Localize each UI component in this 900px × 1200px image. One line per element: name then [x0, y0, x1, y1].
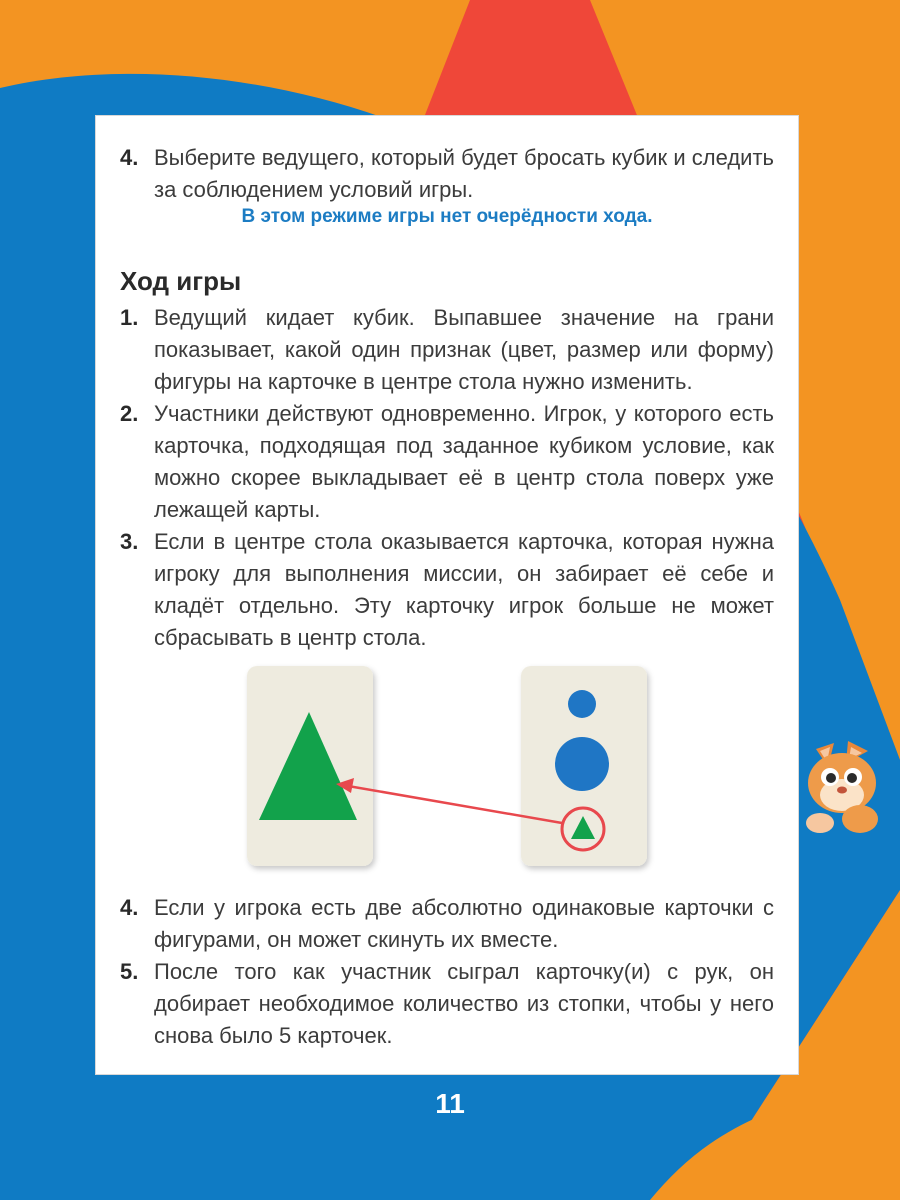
step-item-1	[120, 302, 774, 398]
turn-order-note: В этом режиме игры нет очерёдности хода.	[241, 206, 653, 227]
step-item-5	[120, 956, 774, 1052]
step-text: Если у игрока есть две абсолютно одинаковые карточки с фигурами, он может скинуть их вместе.	[154, 895, 774, 952]
large-blue-circle	[555, 737, 609, 791]
step-number: 2.	[120, 401, 139, 426]
section-title: Ход игры	[120, 266, 242, 296]
step-text: Участники действуют одновременно. Игрок, у которого есть карточка, подходящая под заданное кубиком условие, как можно скорее выкладывает её в центр стола поверх уже лежащей карты.	[154, 401, 774, 522]
step-number: 3.	[120, 529, 139, 554]
intro-item-number: 4.	[120, 145, 139, 170]
cards-illustration	[96, 656, 798, 886]
step-text: Если в центре стола оказывается карточка, которая нужна игроку для выполнения миссии, он забирает её себе и кладёт отдельно. Эту карточку игрок больше не может сбрасывать в центр стола.	[154, 529, 774, 650]
step-item-2	[120, 398, 774, 526]
step-item-4	[120, 892, 774, 956]
intro-item	[120, 142, 774, 206]
step-text: Ведущий кидает кубик. Выпавшее значение на грани показывает, какой один признак (цвет, размер или форму) фигуры на карточке в центре стола нужно изменить.	[154, 305, 774, 394]
small-blue-circle	[568, 690, 596, 718]
content-panel	[96, 116, 798, 1074]
step-text: После того как участник сыграл карточку(и) с рук, он добирает необходимое количество из стопки, чтобы у него снова было 5 карточек.	[154, 959, 774, 1048]
step-item-3	[120, 526, 774, 654]
intro-item-text: Выберите ведущего, который будет бросать кубик и следить за соблюдением условий игры.	[154, 145, 774, 202]
cat-mascot-icon	[790, 735, 900, 845]
page-number: 11	[435, 1088, 465, 1119]
step-number: 5.	[120, 959, 139, 984]
step-number: 1.	[120, 305, 139, 330]
step-number: 4.	[120, 895, 139, 920]
